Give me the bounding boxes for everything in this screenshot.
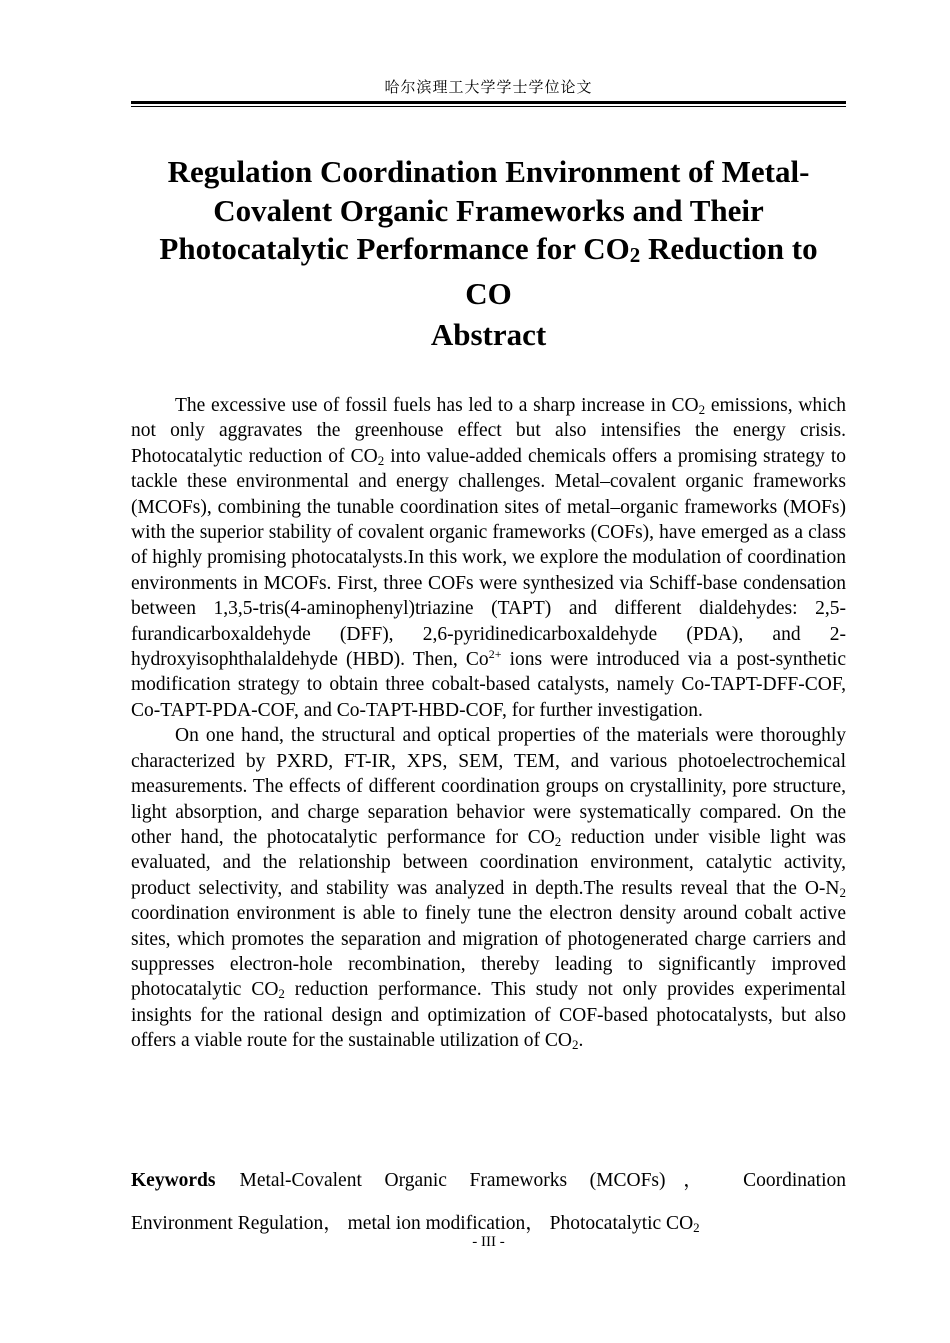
p2-text-5: . bbox=[578, 1030, 584, 1052]
p1-text-2: emissions, which not only aggravates the greenhouse effect but also intensifies the energy crisis. Photocatalytic reduction of CO bbox=[131, 395, 846, 467]
p2-subscript-4: 2 bbox=[571, 1037, 579, 1053]
title-subscript: 2 bbox=[629, 243, 641, 267]
header-rule-thick bbox=[131, 101, 846, 104]
p1-superscript-1: 2+ bbox=[488, 647, 502, 662]
p2-subscript-2: 2 bbox=[839, 884, 846, 900]
p2-subscript-1: 2 bbox=[554, 833, 562, 849]
p2-text-1: On one hand, the structural and optical properties of the materials were thoroughly characterized by PXRD, FT-IR, XPS, SEM, TEM, and various photoelectrochemical measurements. The effects of different coordination groups on crystallinity, pore structure, light absorption, and charge separation behavior were systematically compared. On the other hand, the photocatalytic performance for CO bbox=[131, 725, 846, 848]
abstract-paragraph-2 bbox=[131, 723, 846, 1053]
title-line-2: Covalent Organic Frameworks and Their bbox=[213, 192, 764, 228]
abstract-paragraph-1 bbox=[131, 393, 846, 723]
header-rule-thin bbox=[131, 106, 846, 107]
p2-text-2: reduction under visible light was evaluated, and the relationship between coordination environment, catalytic activity, product selectivity, and stability was analyzed in depth.The results reveal that the O-N bbox=[131, 826, 846, 899]
title-line-3-end: Reduction to bbox=[640, 231, 818, 266]
page-number: - III - bbox=[472, 1234, 505, 1250]
p1-text-1: The excessive use of fossil fuels has led to a sharp increase in CO bbox=[175, 395, 699, 416]
title-line-1: Regulation Coordination Environment of Metal- bbox=[167, 154, 810, 189]
abstract-body bbox=[131, 393, 846, 1054]
p1-subscript-2: 2 bbox=[377, 452, 385, 468]
keywords-label: Keywords bbox=[131, 1170, 216, 1191]
p2-subscript-3: 2 bbox=[278, 986, 285, 1002]
thesis-title bbox=[111, 153, 866, 313]
keywords-text: Metal-Covalent Organic Frameworks (MCOFs)， Coordination Environment Regulation， metal ion modification， Photocatalytic CO bbox=[131, 1170, 846, 1234]
title-line-3-text: Photocatalytic Performance for CO bbox=[159, 231, 630, 266]
abstract-heading: Abstract bbox=[430, 317, 547, 352]
p1-subscript-1: 2 bbox=[698, 402, 706, 417]
p2-text-4: reduction performance. This study not only provides experimental insights for the rational design and optimization of COF-based photocatalysts, but also offers a viable route for the sustainable utilization of CO bbox=[131, 979, 846, 1052]
p1-text-4: ions were introduced via a post-synthetic modification strategy to obtain three cobalt-based catalysts, namely Co-TAPT-DFF-COF, Co-TAPT-PDA-COF, and Co-TAPT-HBD-COF, for further investigation. bbox=[131, 649, 846, 721]
title-line-3 bbox=[159, 231, 817, 266]
keywords-block bbox=[131, 1159, 846, 1245]
keywords-subscript: 2 bbox=[693, 1220, 700, 1235]
p2-text-3: coordination environment is able to finely tune the electron density around cobalt active sites, which promotes the separation and migration of photogenerated charge carriers and suppresses electron-hole recombination, thereby leading to significantly improved photocatalytic CO bbox=[131, 903, 846, 1001]
running-header: 哈尔滨理工大学学士学位论文 bbox=[384, 78, 593, 96]
title-line-4: CO bbox=[465, 275, 512, 311]
p1-text-3: into value-added chemicals offers a promising strategy to tackle these environmental and energy challenges. Metal–covalent organic frameworks (MCOFs), combining the tunable coordination sites of metal–organic frameworks (MOFs) with the superior stability of covalent organic frameworks (COFs), have emerged as a class of highly promising photocatalysts.In this work, we explore the modulation of coordination environments in MCOFs. First, three COFs were synthesized via Schiff-base condensation between 1,3,5-tris(4-aminophenyl)triazine (TAPT) and different dialdehydes: 2,5-furandicarboxaldehyde (DFF), 2,6-pyridinedicarboxaldehyde (PDA), and 2-hydroxyisophthalaldehyde (HBD). Then, Co bbox=[131, 445, 846, 671]
